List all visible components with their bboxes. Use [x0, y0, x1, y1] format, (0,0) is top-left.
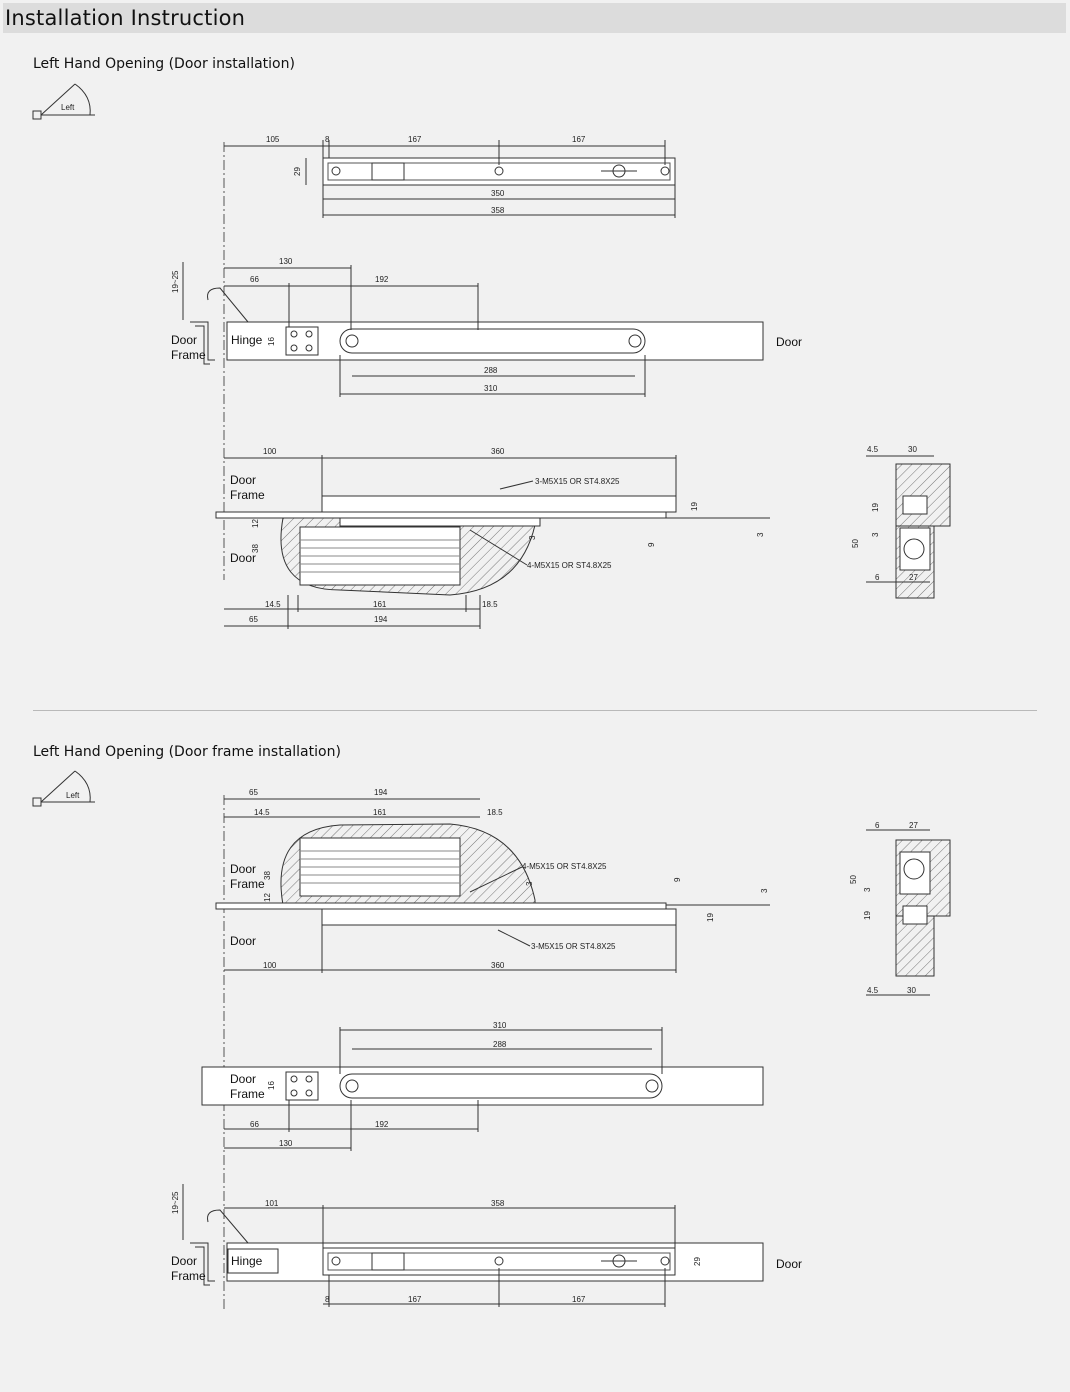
- dim-38: 38: [251, 544, 260, 553]
- s2-label-door-frame-door: Door: [171, 1254, 198, 1268]
- detail-dim-19: 19: [871, 503, 880, 512]
- s2-detail-dim-27: 27: [909, 821, 918, 830]
- dim-350: 350: [491, 189, 505, 198]
- s2-label-door-frame-frame: Frame: [171, 1269, 206, 1283]
- screw-note-body: 4-M5X15 OR ST4.8X25: [527, 561, 612, 570]
- detail-dim-6: 6: [875, 573, 880, 582]
- s2-dim-192: 192: [375, 1120, 389, 1129]
- detail-dim-3: 3: [871, 532, 880, 537]
- s2-dim-12: 12: [263, 893, 272, 902]
- screw-note-top: 3-M5X15 OR ST4.8X25: [535, 477, 620, 486]
- dim-3-a: 3: [528, 535, 537, 540]
- dim-19-25: 19~25: [171, 270, 180, 293]
- section-title-door-installation: Left Hand Opening (Door installation): [33, 56, 295, 72]
- dim-29: 29: [293, 167, 302, 176]
- side-detail-view: [851, 445, 950, 598]
- dim-3-b: 3: [756, 532, 765, 537]
- frame-section-view: [216, 788, 770, 973]
- s2-dim-101: 101: [265, 1199, 279, 1208]
- s2-dim-18-5: 18.5: [487, 808, 503, 817]
- dim-161: 161: [373, 600, 387, 609]
- closer-section-view: [216, 447, 770, 629]
- detail-dim-4-5: 4.5: [867, 445, 879, 454]
- dim-358: 358: [491, 206, 505, 215]
- s2-dim-65: 65: [249, 788, 258, 797]
- s2-dim-29: 29: [693, 1257, 702, 1266]
- direction-label-2: Left: [66, 791, 80, 800]
- dim-288: 288: [484, 366, 498, 375]
- detail-dim-50: 50: [851, 539, 860, 548]
- dim-105: 105: [266, 135, 280, 144]
- s2-label-door: Door: [230, 862, 257, 876]
- s2-dim-3-a: 3: [525, 881, 534, 886]
- arm-plan-view-2: [202, 1021, 763, 1151]
- s2-screw-note-body: 4-M5X15 OR ST4.8X25: [522, 862, 607, 871]
- arm-plan-view: [171, 257, 802, 397]
- dim-66: 66: [250, 275, 259, 284]
- label-door-frame-door: Door: [171, 333, 198, 347]
- s2-dim-19: 19: [706, 913, 715, 922]
- dim-16: 16: [267, 337, 276, 346]
- s2-label-hinge: Hinge: [231, 1254, 263, 1268]
- dim-9: 9: [647, 542, 656, 547]
- dim-14-5: 14.5: [265, 600, 281, 609]
- s2-dim-16: 16: [267, 1081, 276, 1090]
- s2-dim-38: 38: [263, 871, 272, 880]
- dim-18-5: 18.5: [482, 600, 498, 609]
- section-title-door-frame-installation: Left Hand Opening (Door frame installation): [33, 744, 341, 760]
- dim-12: 12: [251, 519, 260, 528]
- dim-8: 8: [325, 135, 330, 144]
- s2-detail-dim-50: 50: [849, 875, 858, 884]
- s2-detail-dim-6: 6: [875, 821, 880, 830]
- s2-dim-100: 100: [263, 961, 277, 970]
- direction-label: Left: [61, 103, 75, 112]
- s2-dim-167-b: 167: [572, 1295, 586, 1304]
- s2-dim-66: 66: [250, 1120, 259, 1129]
- dim-167-b: 167: [572, 135, 586, 144]
- s2-dim-161: 161: [373, 808, 387, 817]
- s2-arm-label-door: Door: [230, 1072, 257, 1086]
- label-door-right: Door: [776, 335, 803, 349]
- label-section-door: Door: [230, 473, 257, 487]
- dim-192: 192: [375, 275, 389, 284]
- left-opening-icon-2: [33, 771, 95, 806]
- s2-arm-label-frame: Frame: [230, 1087, 265, 1101]
- label-section-door-lower: Door: [230, 551, 257, 565]
- label-section-frame: Frame: [230, 488, 265, 502]
- s2-dim-130: 130: [279, 1139, 293, 1148]
- s2-label-door-lower: Door: [230, 934, 257, 948]
- page-title: Installation Instruction: [5, 6, 246, 30]
- s2-label-door-right: Door: [776, 1257, 803, 1271]
- dim-100: 100: [263, 447, 277, 456]
- dim-194: 194: [374, 615, 388, 624]
- mounting-plate-bottom: [171, 1184, 802, 1307]
- s2-dim-360: 360: [491, 961, 505, 970]
- s2-dim-194: 194: [374, 788, 388, 797]
- dim-65: 65: [249, 615, 258, 624]
- s2-detail-dim-3: 3: [863, 887, 872, 892]
- dim-167-a: 167: [408, 135, 422, 144]
- label-door-frame-frame: Frame: [171, 348, 206, 362]
- s2-label-frame: Frame: [230, 877, 265, 891]
- s2-dim-167-a: 167: [408, 1295, 422, 1304]
- side-detail-view-2: [849, 821, 950, 995]
- dim-360: 360: [491, 447, 505, 456]
- detail-dim-30: 30: [908, 445, 917, 454]
- dim-310: 310: [484, 384, 498, 393]
- s2-dim-14-5: 14.5: [254, 808, 270, 817]
- s2-detail-dim-4-5: 4.5: [867, 986, 879, 995]
- s2-detail-dim-30: 30: [907, 986, 916, 995]
- s2-dim-8: 8: [325, 1295, 330, 1304]
- s2-dim-9: 9: [673, 877, 682, 882]
- s2-dim-19-25: 19~25: [171, 1191, 180, 1214]
- label-hinge: Hinge: [231, 333, 263, 347]
- s2-dim-358: 358: [491, 1199, 505, 1208]
- s2-dim-310: 310: [493, 1021, 507, 1030]
- s2-screw-note-top: 3-M5X15 OR ST4.8X25: [531, 942, 616, 951]
- s2-detail-dim-19: 19: [863, 911, 872, 920]
- mounting-plate-top: [224, 135, 675, 218]
- detail-dim-27: 27: [909, 573, 918, 582]
- left-opening-icon: [33, 84, 95, 119]
- s2-dim-3-b: 3: [760, 888, 769, 893]
- s2-dim-288: 288: [493, 1040, 507, 1049]
- dim-130: 130: [279, 257, 293, 266]
- dim-19: 19: [690, 502, 699, 511]
